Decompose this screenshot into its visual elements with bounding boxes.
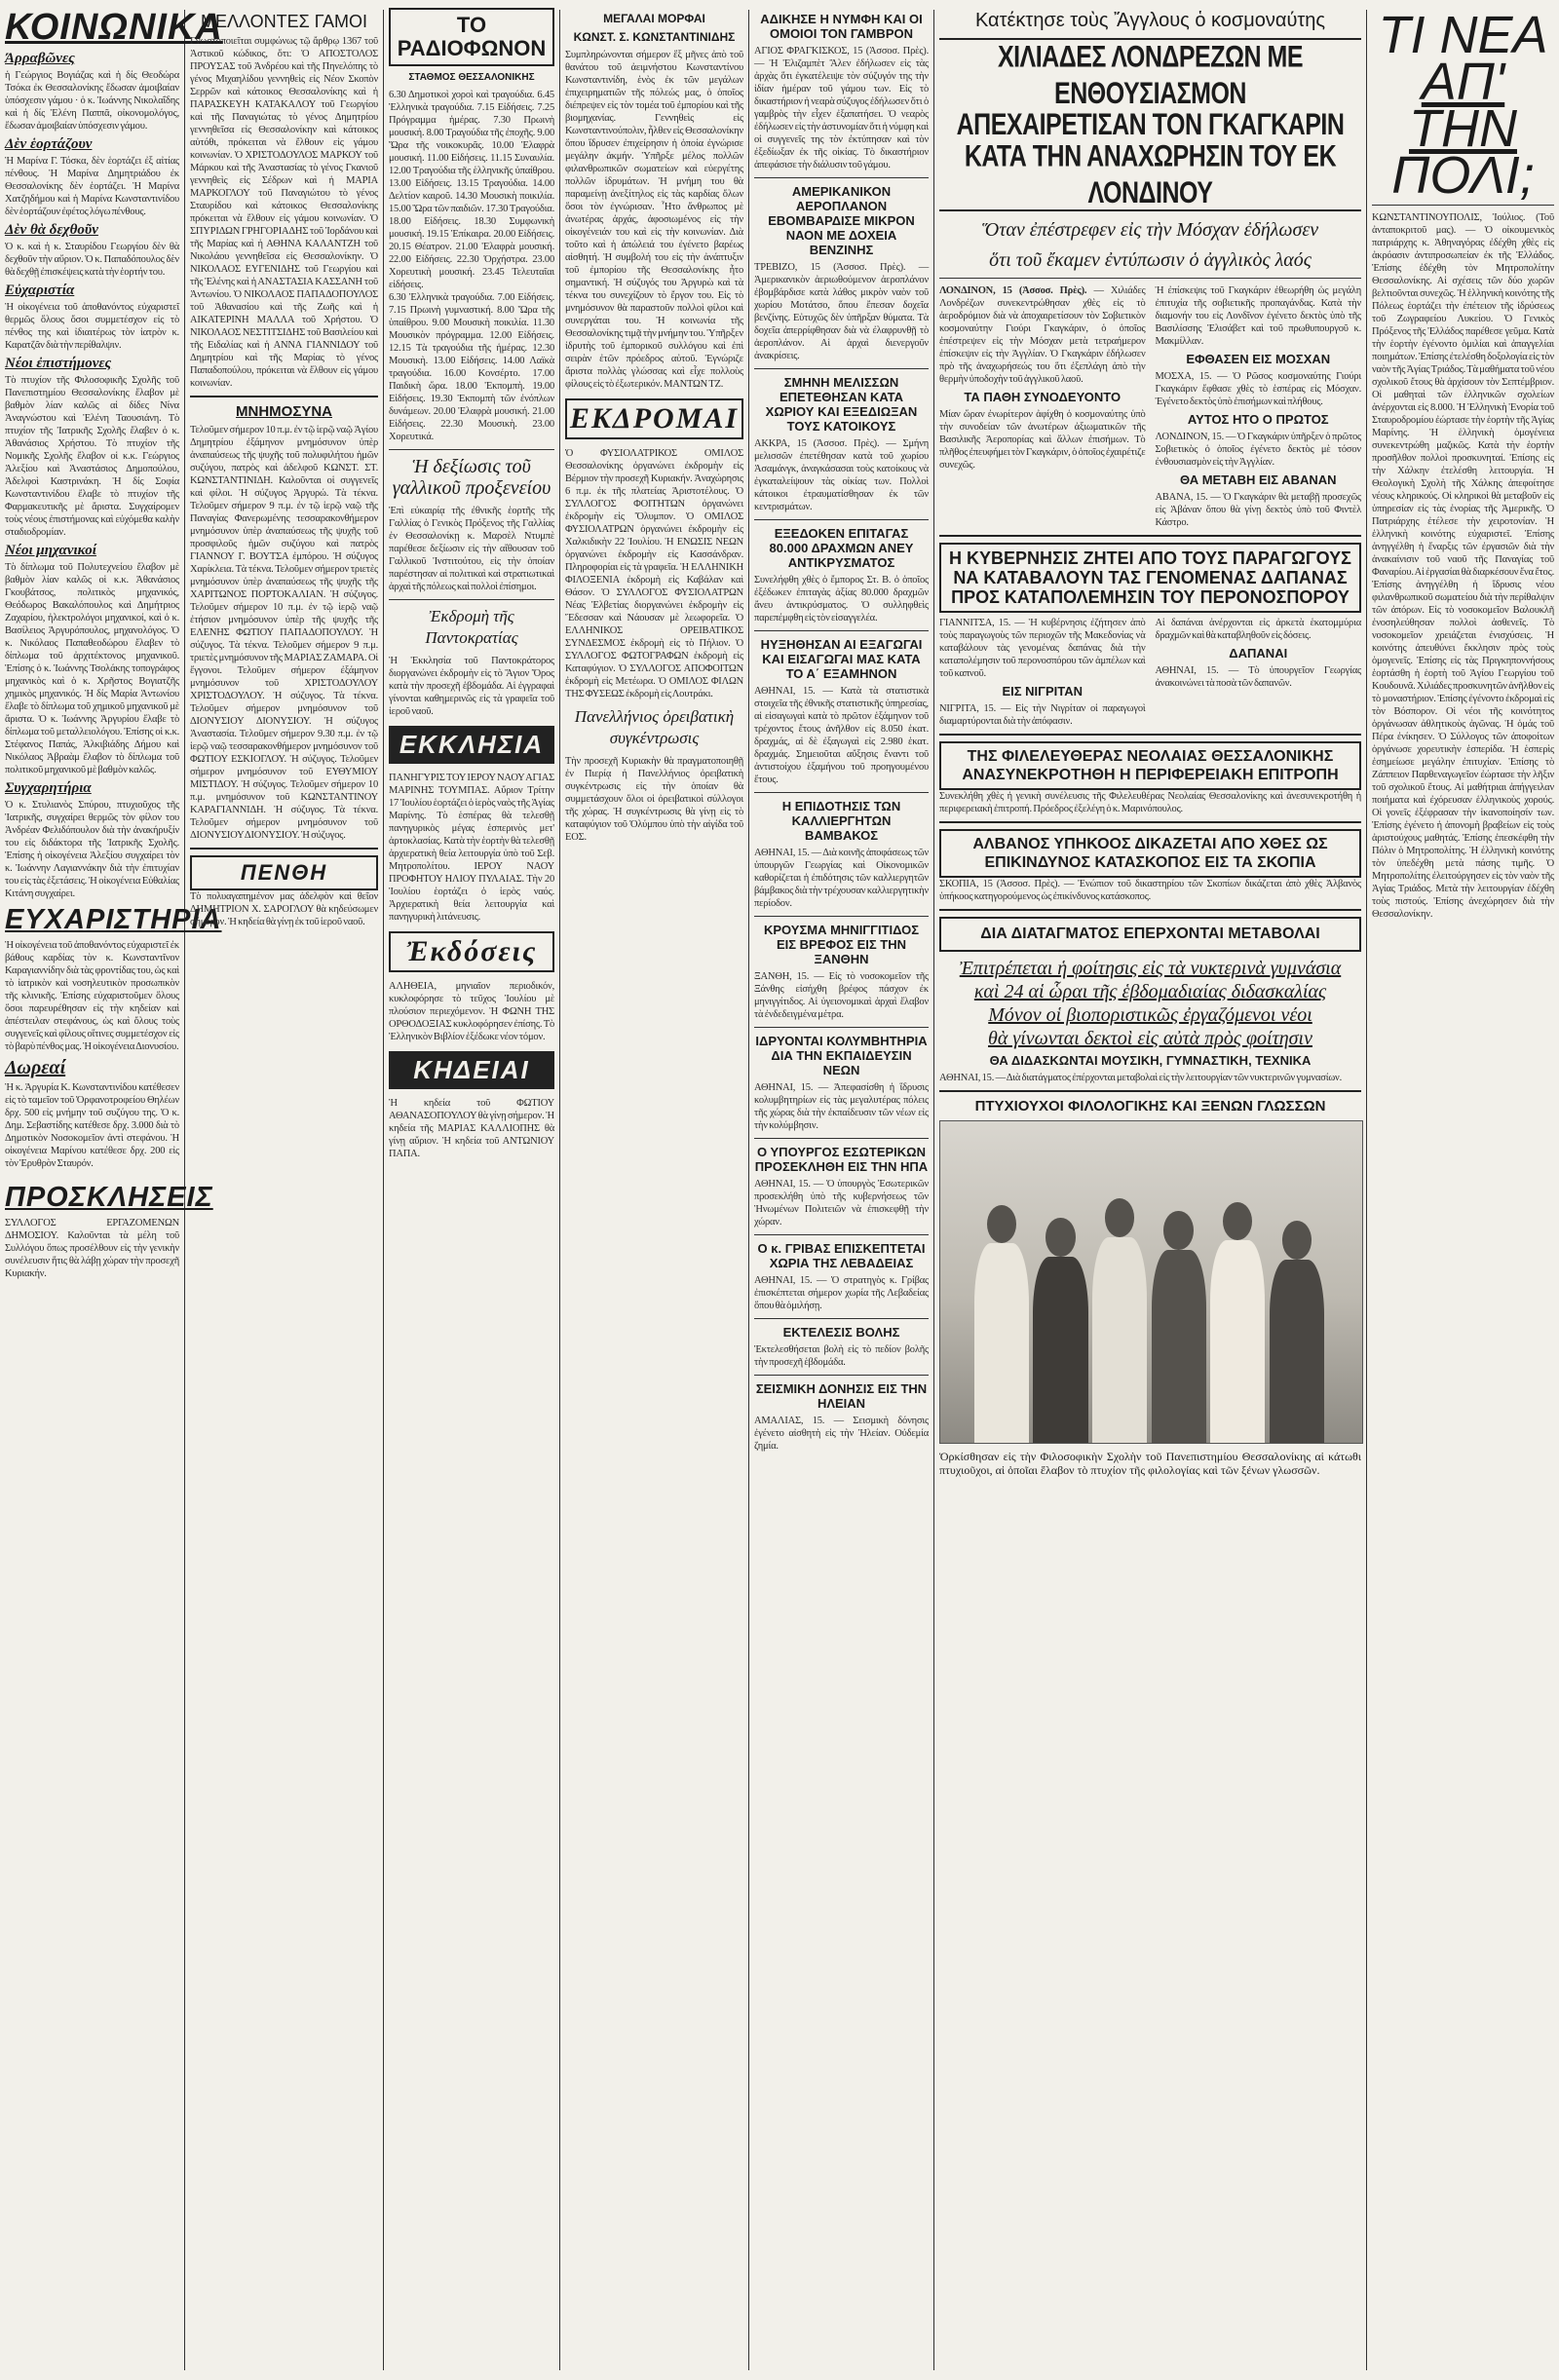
heading-french-consulate-reception: Ἡ δεξίωσις τοῦ γαλλικοῦ προξενείου — [392, 456, 551, 499]
heading-bride: ΑΔΙΚΗΣΕ Η ΝΥΜΦΗ ΚΑΙ ΟΙ ΟΜΟΙΟΙ ΤΟΝ ΓΑΜΒΡΟΝ — [760, 12, 923, 41]
text-block: ΝΙΓΡΙΤΑ, 15. — Εἰς τὴν Νιγρίταν οἱ παραγωγοὶ διαμαρτύρονται διὰ τὴν ἀπόφασιν. — [939, 703, 1146, 727]
text-block: ΑΓΙΟΣ ΦΡΑΓΚΙΣΚΟΣ, 15 (Ἀσσοσ. Πρὲς). — Ἡ Ἐλιζαμπὲτ Ἄλεν ἐδήλωσεν εἰς τὰς ἀρχὰς ὅτι ἐγκατέλειψε τὸν σύζυγόν της τὴν ἰδίαν ἡμέραν τοῦ γάμου των. Εἰς τὸ δικαστήριον ἡ νεαρὰ σύζυγος ἐδήλωσεν ὅτι ὁ γαμβρὸς τὴν εἶχεν ἐξαπατήσει. Ὁ νεαρὸς ἐδήλωσεν εἰς τὴν ἀστυνομίαν ὅτι ἡ νύμφη καὶ οἱ συγγενεῖς της τὸν ἐκτύπησαν καὶ τὸν ἐξεδίωξαν ἐκ τῆς οἰκίας. Τὸ δικαστήριον ἀπεφάσισε τὴν διάλυσιν τοῦ γάμου. — [754, 46, 929, 170]
text-block: Γνωστοποιεῖται συμφώνως τῷ ἄρθρῳ 1367 τοῦ Ἀστικοῦ κώδικος, ὅτι: Ὁ ΑΠΟΣΤΟΛΟΣ ΠΡΟΥΣΑΣ τοῦ Ἀνδρέου καὶ τῆς Πηνελόπης τὸ γένος Μιχαηλίδου γεννηθεὶς εἰς Νέον Σκοπὸν Σερρῶν καὶ κάτοικος Θεσσαλονίκης καὶ ἡ ΠΑΡΑΣΚΕΥΗ ΚΑΤΑΚΑΛΟΥ τοῦ Γεωργίου καὶ τῆς Παναγιώτας τὸ γένος Δημητρίου γεννηθεῖσα εἰς Θεσσαλονίκην καὶ κάτοικος αὐτόθι, πρόκειται νὰ ἔλθουν εἰς γάμου κοινωνίαν. Ὁ ΧΡΙΣΤΟΔΟΥΛΟΣ ΜΑΡΚΟΥ τοῦ Μάρκου καὶ τῆς Ἀναστασίας τὸ γένος Γκανιοῦ γεννηθεὶς εἰς Σέδρων καὶ ἡ ΜΑΡΙΑ ΜΑΡΚΟΓΛΟΥ τοῦ Παναγιώτου τὸ γένος Σταυρίδου καὶ κάτοικος Θεσσαλονίκης πρόκειται νὰ ἔλθουν εἰς γάμου κοινωνίαν. Ὁ ΣΠΥΡΙΔΩΝ ΓΡΗΓΟΡΙΑΔΗΣ τοῦ Ἰορδάνου καὶ τῆς Μαρίας καὶ ἡ ΑΘΗΝΑ ΚΑΛΑΝΤΖΗ τοῦ Νικολάου γεννηθεῖσα εἰς Θεσσαλονίκην. Ὁ ΝΙΚΟΛΑΟΣ ΕΥΓΕΝΙΔΗΣ τοῦ Γεωργίου καὶ τῆς Ἑλένης καὶ ἡ ΑΝΑΣΤΑΣΙΑ ΚΑΣΣΑΝΗ τοῦ Ἀντωνίου. Ὁ ΝΙΚΟΛΑΟΣ ΠΑΠΑΔΟΠΟΥΛΟΣ τοῦ Ἀθανασίου καὶ τῆς Ζωῆς καὶ ἡ ΑΙΚΑΤΕΡΙΝΗ ΜΑΛΛΑ τοῦ Χρήστου. Ὁ ΝΙΚΟΛΑΟΣ ΝΕΣΤΙΤΣΙΔΗΣ τοῦ Βασιλείου καὶ τῆς Ειδαλίας καὶ ἡ ΑΝΝΑ ΓΙΑΝΝΙΔΟΥ τοῦ Δημητρίου καὶ τῆς Μαρίας τὸ γένος Παπαδοπούλου, πρόκειται νὰ ἔλθουν εἰς γάμου κοινωνίαν. — [190, 36, 378, 389]
heading-meningitis: ΚΡΟΥΣΜΑ ΜΗΝΙΓΓΙΤΙΔΟΣ ΕΙΣ ΒΡΕΦΟΣ ΕΙΣ ΤΗΝ ΞΑΝΘΗΝ — [763, 923, 920, 966]
text-block: Ἡ οἰκογένεια τοῦ ἀποθανόντος εὐχαριστεῖ θερμῶς ὅλους ὅσοι συμμετέσχον εἰς τὸ πένθος της καὶ ἰδιαιτέρως τὸν ἰατρὸν κ. Καρατζᾶν διὰ τὴν περίθαλψιν. — [5, 302, 179, 351]
text-block: Ἡ οἰκογένεια τοῦ ἀποθανόντος εὐχαριστεῖ ἐκ βάθους καρδίας τὸν κ. Κωνσταντῖνον Καραγιαννίδην διὰ τὰς φροντίδας του, ὡς καὶ τὸ ἰατρικὸν καὶ νοσηλευτικὸν προσωπικὸν τῆς κλινικῆς. Ἐπίσης εὐχαριστοῦμεν ὅλους ὅσοι παρευρέθησαν εἰς τὴν κηδείαν καὶ ἀπέστειλαν στεφάνους, ὡς καὶ ὅλους τοὺς συγγενεῖς καὶ φίλους οἵτινες συμμετέσχον εἰς τὸ βαρὺ πένθος μας. Ἡ οἰκογένεια Διονυσίου. — [5, 940, 179, 1052]
heading-city-news-1: ΤΙ ΝΕΑ — [1378, 6, 1548, 64]
text-block: Ἡ κηδεία τοῦ ΦΩΤΙΟΥ ΑΘΑΝΑΣΟΠΟΥΛΟΥ θὰ γίνῃ σήμερον. Ἡ κηδεία τῆς ΜΑΡΙΑΣ ΚΑΛΛΙΟΠΗΣ θὰ γίνῃ αὔριον. Ἡ κηδεία τοῦ ΑΝΤΩΝΙΟΥ ΠΑΠΑ. — [389, 1098, 554, 1159]
mini-heading: ΔΑΠΑΝΑΙ — [1229, 646, 1288, 661]
text-block: Συνελήφθη χθὲς ὁ ἔμπορος Στ. Β. ὁ ὁποῖος ἐξέδωκεν ἐπιταγὰς ἀξίας 80.000 δραχμῶν ἄνευ ἀντικρύσματος. Ὁ συλληφθεὶς παρεπέμφθη εἰς τὸν εἰσαγγελέα. — [754, 575, 929, 623]
heading-city-news-2: ΑΠ' ΤΗΝ — [1409, 53, 1517, 158]
subsection-new-scientists: Νέοι ἐπιστήμονες — [5, 356, 112, 371]
heading-minister: Ο ΥΠΟΥΡΓΟΣ ΕΣΩΤΕΡΙΚΩΝ ΠΡΟΣΕΚΛΗΘΗ ΕΙΣ ΤΗΝ ΗΠΑ — [754, 1145, 929, 1174]
text-block: ΛΟΝΔΙΝΟΝ, 15 (Ἀσσοσ. Πρὲς). — Χιλιάδες Λονδρέζων συνεκεντρώθησαν χθὲς εἰς τὸ ἀεροδρόμιον διὰ νὰ ἀποχαιρετίσουν τὸν Σοβιετικὸν κοσμοναύτην Γιούρι Γκαγκάριν, ὁ ὁποῖος ἐπέστρεψεν εἰς τὴν Μόσχαν μετὰ τετραήμερον ἐπίσκεψιν εἰς τὴν Ἀγγλίαν. Ὁ Γκαγκάριν ἐδήλωσεν πρὸ τῆς ἀναχωρήσεώς του ὅτι ἐξεπλάγη ἀπὸ τὴν θερμὴν ὑποδοχὴν τοῦ ἀγγλικοῦ λαοῦ. — [939, 285, 1146, 385]
graduates-photo — [939, 1120, 1363, 1444]
heading-exports: ΗΥΞΗΘΗΣΑΝ ΑΙ ΕΞΑΓΩΓΑΙ ΚΑΙ ΕΙΣΑΓΩΓΑΙ ΜΑΣ ΚΑΤΑ ΤΟ Α΄ ΕΞΑΜΗΝΟΝ — [760, 637, 923, 681]
text-block: ΜΟΣΧΑ, 15. — Ὁ Ρῶσος κοσμοναύτης Γιούρι Γκαγκάριν ἔφθασε χθὲς τὸ ἑσπέρας εἰς Μόσχαν. Ἐγένετο δεκτὸς ὑπὸ ἐπισήμων καὶ πλήθους. — [1155, 371, 1361, 407]
subsection-donations: Δωρεαί — [5, 1057, 66, 1078]
text-block: Ἡ Μαρίνα Γ. Τόσκα, δὲν ἑορτάζει ἐξ αἰτίας πένθους. Ἡ Μαρίνα Δημητριάδου ἐκ Θεσσαλονίκης δὲν ἑορτάζει. Ἡ Μαρίνα Χατζηδήμου καὶ ἡ Μαρίνα Κωνσταντινίδου δὲν ἑορτάζουν ἐφέτος λόγω πένθους. — [5, 156, 179, 217]
text-block: ΠΑΝΗΓΥΡΙΣ ΤΟΥ ΙΕΡΟΥ ΝΑΟΥ ΑΓΙΑΣ ΜΑΡΙΝΗΣ ΤΟΥΜΠΑΣ. Αὔριον Τρίτην 17 Ἰουλίου ἑορτάζει ὁ ἱερὸς ναὸς τῆς Ἁγίας Μαρίνης. Τὸ ἑσπέρας θὰ τελεσθῇ πανηγυρικὸς μέγας ἑσπερινὸς μετ' ἀρτοκλασίας. Κατὰ τὴν ἑορτὴν θὰ τελεσθῇ ἀρχιερατικὴ θεία λειτουργία ὑπὸ τοῦ Σεβ. Μητροπολίτου. ΙΕΡΟΥ ΝΑΟΥ ΠΡΟΦΗΤΟΥ ΗΛΙΟΥ ΠΥΛΑΙΑΣ. Τὴν 20 Ἰουλίου ἑορτάζει ὁ ἱερὸς ναός. Ἀρχιερατικὴ θεία λειτουργία καὶ πανηγυρικὴ λιτάνευσις. — [389, 773, 554, 923]
heading-grivas: Ο κ. ΓΡΙΒΑΣ ΕΠΙΣΚΕΠΤΕΤΑΙ ΧΩΡΙΑ ΤΗΣ ΛΕΒΑΔΕΙΑΣ — [757, 1241, 926, 1270]
banner-subhead-2: ὅτι τοῦ ἔκαμεν ἐντύπωσιν ὁ ἀγγλικὸς λαός — [989, 249, 1312, 271]
heading-pools: ΙΔΡΥΟΝΤΑΙ ΚΟΛΥΜΒΗΤΗΡΙΑ ΔΙΑ ΤΗΝ ΕΚΠΑΙΔΕΥΣΙΝ ΝΕΩΝ — [755, 1034, 928, 1077]
text-block: Τὴν προσεχῆ Κυριακὴν θὰ πραγματοποιηθῇ ἐν Πιερίᾳ ἡ Πανελλήνιος ὀρειβατικὴ συγκέντρωσις εἰς τὴν ὁποίαν θὰ συμμετάσχουν ὅλοι οἱ ὀρειβατικοὶ σύλλογοι τῆς χώρας. Ἡ συγκέντρωσις θὰ γίνῃ εἰς τὸ καταφύγιον τοῦ Ὀλύμπου ὑπὸ τὴν αἰγίδα τοῦ ΕΟΣ. — [565, 756, 743, 843]
subsection-congratulations: Συγχαρητήρια — [5, 780, 92, 796]
banner-headline-1: ΧΙΛΙΑΔΕΣ ΛΟΝΔΡΕΖΩΝ ΜΕ ΕΝΘΟΥΣΙΑΣΜΟΝ — [997, 39, 1304, 111]
text-block: ΑΜΑΛΙΑΣ, 15. — Σεισμικὴ δόνησις ἐγένετο αἰσθητὴ εἰς τὴν Ἠλείαν. Οὐδεμία ζημία. — [754, 1416, 929, 1452]
text-block: ΑΒΑΝΑ, 15. — Ὁ Γκαγκάριν θὰ μεταβῇ προσεχῶς εἰς Ἀβάναν ὅπου θὰ γίνῃ δεκτὸς ὑπὸ τοῦ Φιντὲλ Κάστρο. — [1155, 492, 1361, 528]
heading-airplane: ΑΜΕΡΙΚΑΝΙΚΟΝ ΑΕΡΟΠΛΑΝΟΝ ΕΒΟΜΒΑΡΔΙΣΕ ΜΙΚΡΟΝ ΝΑΟΝ ΜΕ ΔΟΧΕΙΑ ΒΕΝΖΙΝΗΣ — [768, 184, 915, 257]
heading-memorials: ΜΝΗΜΟΣΥΝΑ — [236, 403, 332, 420]
mini-heading: ΕΙΣ ΝΙΓΡΙΤΑΝ — [1002, 684, 1084, 699]
headline-spy-trial: ΑΛΒΑΝΟΣ ΥΠΗΚΟΟΣ ΔΙΚΑΖΕΤΑΙ ΑΠΟ ΧΘΕΣ ΩΣ ΕΠΙΚΙΝΔΥΝΟΣ ΚΑΤΑΣΚΟΠΟΣ ΕΙΣ ΤΑ ΣΚΟΠΙΑ — [939, 829, 1361, 878]
text-block: ΓΙΑΝΝΙΤΣΑ, 15. — Ἡ κυβέρνησις ἐζήτησεν ἀπὸ τοὺς παραγωγοὺς τῶν περιοχῶν τῆς Μακεδονίας νὰ καταβάλουν τὰς γενομένας δαπάνας διὰ τὴν καταπολέμησιν τοῦ περονοσπόρου τῶν ἀμπέλων καὶ τοῦ καπνοῦ. — [939, 618, 1146, 679]
headline-peronospora: Η ΚΥΒΕΡΝΗΣΙΣ ΖΗΤΕΙ ΑΠΟ ΤΟΥΣ ΠΑΡΑΓΩΓΟΥΣ ΝΑ ΚΑΤΑΒΑΛΟΥΝ ΤΑΣ ΓΕΝΟΜΕΝΑΣ ΔΑΠΑΝΑΣ ΠΡΟΣ ΚΑΤΑΠΟΛΕΜΗΣΙΝ ΤΟΥ ΠΕΡΟΝΟΣΠΟΡΟΥ — [939, 543, 1361, 613]
section-title-thanks: ΕΥΧΑΡΙΣΤΗΡΙΑ — [5, 904, 222, 935]
heading-excursion: Ἐκδρομὴ τῆς Παντοκρατίας — [425, 607, 518, 647]
heading-city-news-3: ΠΟΛΙ; — [1391, 146, 1535, 205]
text-block: Συμπληρώνονται σήμερον ἕξ μῆνες ἀπὸ τοῦ θανάτου τοῦ ἀειμνήστου Κωνσταντίνου Κωνσταντινίδη, ἑνὸς ἐκ τῶν μεγάλων ἐπιχειρηματιῶν τῆς πόλεώς μας, ὁ ὁποῖος διέπρεψεν εἰς τὸν τομέα τοῦ ἐμπορίου καὶ τῆς βιομηχανίας. Γεννηθεὶς εἰς Κωνσταντινούπολιν, ἦλθεν εἰς Θεσσαλονίκην ὅπου ἵδρυσεν ἐπιχείρησιν ἡ ὁποία ἐγνώρισε μεγάλην ἀκμήν. Ὑπῆρξε μέλος πολλῶν φιλανθρωπικῶν σωματείων καὶ εὐεργέτης πολλῶν ἱδρυμάτων. Ἡ μνήμη του θὰ παραμείνῃ ἀνεξίτηλος εἰς τὰς καρδίας ὅλων ὅσοι τὸν ἐγνώρισαν. Ἦτο ἄνθρωπος μὲ ἀνωτέρας ἀρχάς, ἀφοσιωμένος εἰς τὴν οἰκογένειάν του καὶ εἰς τὴν κοινωνίαν. Διὰ τοῦτο καὶ ἡ ἀπώλειά του ἐγένετο βαρέως αἰσθητή. Ἡ συμβολή του εἰς τὴν ἀνάπτυξιν τοῦ ἐμπορίου τῆς Θεσσαλονίκης ἦτο σημαντική. Ἡ σύζυγός του Ἀργυρὼ καὶ τὰ τέκνα του συνεχίζουν τὸ ἔργον του. Εἰς τὸ μνημόσυνον θὰ παραστοῦν πολλοὶ φίλοι καὶ συνεργάται του. Ἡ κοινωνία τῆς Θεσσαλονίκης τιμᾷ τὴν μνήμην του. Ὑπῆρξεν ἰδρυτὴς τοῦ ἐμπορικοῦ συλλόγου καὶ ἐπὶ σειρὰν ἐτῶν πρόεδρος αὐτοῦ. Ἐγνώριζε ἄριστα πολλὰς γλώσσας καὶ εἶχε πολλοὺς φίλους εἰς τὸ ἐξωτερικόν. ΜΑΝΤΩΝ ΤΖ. — [565, 50, 743, 390]
mini-heading: ΑΥΤΟΣ ΗΤΟ Ο ΠΡΩΤΟΣ — [1187, 412, 1329, 427]
radio-station: ΣΤΑΘΜΟΣ ΘΕΣΣΑΛΟΝΙΚΗΣ — [408, 72, 535, 83]
text-block: Τὸ δίπλωμα τοῦ Πολυτεχνείου ἔλαβον μὲ βαθμὸν λίαν καλῶς οἱ κ.κ. Ἀθανάσιος Γκουβάτσος, πολιτικὸς μηχανικός, Θεόδωρος Βακαλόπουλος καὶ Δημήτριος Ζαχαρίου, ἠλεκτρολόγοι μηχανικοί, καὶ ὁ κ. Βασίλειος Ἀργυρόπουλος, μηχανολόγος. Ὁ κ. Νικόλαος Παπαθεοδώρου ἔλαβεν τὸ δίπλωμα τοῦ ἀρχιτέκτονος μηχανικοῦ. Ἐπίσης ὁ κ. Ἰωάννης Τσολάκης τοπογράφος μηχανικὸς καὶ ὁ κ. Χρῆστος Βογιατζῆς χημικὸς μηχανικός. Ἡ δίς Μαρία Ἀντωνίου ἔλαβε τὸ δίπλωμα τοῦ χημικοῦ μηχανικοῦ μὲ ἄριστα. Ὁ κ. Ἰωάννης Ἀργυρίου ἔλαβε τὸ δίπλωμα τοῦ μεταλλειολόγου. Ἐπίσης οἱ κ.κ. Στέφανος Παπάς, Ἀλκιβιάδης Δήμου καὶ Νικόλαος Ἀβραὰμ ἔλαβον τὸ δίπλωμα τοῦ πολιτικοῦ μηχανικοῦ μὲ βαθμὸν καλῶς. — [5, 562, 179, 775]
text-block: Συνεκλήθη χθὲς ἡ γενικὴ συνέλευσις τῆς Φιλελευθέρας Νεολαίας Θεσσαλονίκης καὶ ἀνεσυνεκροτήθη ἡ περιφερειακὴ ἐπιτροπή. Πρόεδρος ἐξελέγη ὁ κ. Μαρινόπουλος. — [939, 791, 1361, 814]
night-headline-1: Ἐπιτρέπεται ἡ φοίτησις εἰς τὰ νυκτερινὰ γυμνάσια — [959, 958, 1342, 979]
text-block: Ἡ κ. Ἀργυρία Κ. Κωνσταντινίδου κατέθεσεν εἰς τὸ ταμεῖον τοῦ Ὀρφανοτροφείου Θηλέων δρχ. 500 εἰς μνήμην τοῦ συζύγου της. Ὁ κ. Δημ. Σεβαστίδης κατέθεσε δρχ. 3.000 διὰ τὸ Δημοτικὸν Νοσοκομεῖον ἀντὶ στεφάνου. Ἡ οἰκογένεια Μαρίνου κατέθεσε δρχ. 200 εἰς τὸν Ἐρυθρὸν Σταυρόν. — [5, 1082, 179, 1169]
section-title-social: ΚΟΙΝΩΝΙΚΑ — [5, 7, 223, 48]
text-block: ΑΘΗΝΑΙ, 15. — Τὸ ὑπουργεῖον Γεωργίας ἀνακοινώνει τὰ ποσὰ τῶν δαπανῶν. — [1155, 665, 1361, 689]
text-block: ΚΩΝΣΤΑΝΤΙΝΟΥΠΟΛΙΣ, Ἰούλιος. (Τοῦ ἀνταποκριτοῦ μας). — Ὁ οἰκουμενικὸς πατριάρχης κ. Ἀθηναγόρας ἐδέχθη χθὲς εἰς ἀκρόασιν ἀντιπροσωπείαν ἐκ τῆς Ἑλλάδος. Ἐπίσης ἐδέχθη τὸν Μητροπολίτην Θεσσαλονίκης. Αἱ σχέσεις τῶν δύο χωρῶν βελτιοῦνται συνεχῶς. Ἡ ἑλληνικὴ κοινότης τῆς Πόλεως ἑορτάζει τὴν ἐπέτειον τῆς ἱδρύσεως τοῦ Ζωγραφείου Λυκείου. Ὁ Γενικὸς Πρόξενος τῆς Ἑλλάδος παρέθεσε γεῦμα. Κατὰ τὴν ἑορτὴν ἐγένοντο ὁμιλίαι καὶ ἀπαγγελίαι ποιημάτων. Ἐπίσης ἐτελέσθη δοξολογία εἰς τὸν ναὸν τῆς Ἁγίας Τριάδος. Τὰ μαθήματα τοῦ νέου σχολικοῦ ἔτους θὰ ἀρχίσουν τὸν Σεπτέμβριον. Οἱ μαθηταὶ τῶν ἑλληνικῶν σχολείων ἀνέρχονται εἰς 8.000. Ἡ Ἑλληνικὴ Ἐνορία τοῦ Σταυροδρομίου ἐώρτασε τὴν ἑορτὴν τῆς Ἁγίας Μαρίνης. Ἡ ἑλληνικὴ ὁμογένεια συνεκεντρώθη μαζικῶς. Κατὰ τὴν ἑορτὴν προσῆλθον πολλοὶ προσκυνηταί. Ἐπίσης εἰς τὴν Χάλκην ἐτελέσθη λειτουργία. Ἡ Θεολογικὴ Σχολὴ τῆς Χάλκης ἀπεφοίτησε νέους κληρικούς. Οἱ κληρικοὶ θὰ μεταβοῦν εἰς ὑπηρεσίαν εἰς τὰς ἐνορίας τῆς Ἀμερικῆς. Ὁ Πατριάρχης ἐτέλεσε τὴν χειροτονίαν. Ἡ ἑλληνικὴ κοινότης εὐχαριστεῖ. Ἐπίσης ἀνηγγέλθη ἡ ἔναρξις τῶν ἐργασιῶν διὰ τὴν ἀνακαίνισιν τοῦ ναοῦ τῆς Παναγίας τοῦ Φαναρίου. Αἱ ἐργασίαι θὰ διαρκέσουν ἕνα ἔτος. Ἐπίσης ἀνηγγέλθη ἡ ἵδρυσις νέου φιλανθρωπικοῦ σωματείου διὰ τὴν περίθαλψιν τῶν ἀπόρων. Εἰς τὸ νοσοκομεῖον Βαλουκλῆ ἐνοσηλεύθησαν πολλοὶ ἀσθενεῖς. Τὸ νοσοκομεῖον χρειάζεται ἐνισχύσεις. Ἡ κοινότης ἀπευθύνει ἔκκλησιν πρὸς τοὺς ὁμογενεῖς. Ἐπίσης εἰς τὰς Πριγκηποννήσους ἑορτάσθη ἡ ἑορτὴ τοῦ Ἁγίου Γεωργίου τοῦ Κουδουνᾶ. Χιλιάδες προσκυνητῶν ἀνῆλθον εἰς τὸ μοναστήριον. Ἐπίσης ἐγένοντο ἐκδρομαὶ εἰς τὸν Βόσπορον. Οἱ νέοι τῆς κοινότητος ὀργάνωσαν ἀθλητικοὺς ἀγῶνας. Ἡ ὁμάς τοῦ Πέρα ἐνίκησεν. Ὁ Σύλλογος τῶν ἀποφοίτων ὀργάνωσε χορευτικὴν ἑσπερίδα. Ἡ ἑσπερὶς ἐσημείωσε μεγάλην ἐπιτυχίαν. Ἐπίσης τὸ Ζάππειον Παρθεναγωγεῖον ἐώρτασε τὴν λῆξιν τοῦ σχολικοῦ ἔτους. Αἱ μαθήτριαι ἀπήγγειλαν ποιήματα καὶ ἐχόρευσαν ἑλληνικοὺς χορούς. Οἱ γονεῖς ἐξέφρασαν τὴν ἱκανοποίησίν των. Ἐπίσης ἐγένετο ἡ ἀπονομὴ βραβείων εἰς τοὺς ἀριστούχους μαθητάς. Ἐπίσης ἐπεσκέφθη τὴν Πόλιν ὁ Μητροπολίτης. Ἡ ἑλληνικὴ κοινότης τὸν ὑπεδέχθη μετὰ πάσης τιμῆς. Ὁ Μητροπολίτης ἐλειτούργησεν εἰς τὸν ναὸν τῆς Ἁγίας Τριάδος. Μετὰ τὴν λειτουργίαν ἐδέχθη τοὺς πιστούς. Ἐπίσης ἀνεχώρησεν διὰ τὴν Θεσσαλονίκην. — [1372, 212, 1554, 920]
text-block: ΑΘΗΝΑΙ, 15. — Κατὰ τὰ στατιστικὰ στοιχεῖα τῆς ἐθνικῆς στατιστικῆς ὑπηρεσίας, αἱ εἰσαγωγαὶ κατὰ τὸ πρῶτον ἑξάμηνον τοῦ τρέχοντος ἔτους ἀνῆλθον εἰς 8.050 ἑκατ. δραχμάς, αἱ δὲ ἐξαγωγαὶ εἰς 2.980 ἑκατ. δραχμάς. Σημειοῦται αὔξησις ἔναντι τοῦ ἀντιστοίχου ἑξαμήνου τοῦ προηγουμένου ἔτους. — [754, 686, 929, 785]
mini-heading: ΤΑ ΠΑΘΗ ΣΥΝΟΔΕΥΟΝΤΟ — [964, 390, 1122, 404]
heading-konstantinidis: ΚΩΝΣΤ. Σ. ΚΩΝΣΤΑΝΤΙΝΙΔΗΣ — [573, 30, 736, 44]
night-headline-2: καὶ 24 αἱ ὧραι τῆς ἑβδομαδιαίας διδασκαλίας — [973, 981, 1327, 1002]
text-block: Αἱ δαπάναι ἀνέρχονται εἰς ἀρκετὰ ἑκατομμύρια δραχμῶν καὶ θὰ καταβληθοῦν εἰς δόσεις. — [1155, 618, 1361, 641]
subsection-not-receiving: Δὲν θὰ δεχθοῦν — [5, 222, 98, 238]
mini-heading: ΕΦΘΑΣΕΝ ΕΙΣ ΜΟΣΧΑΝ — [1186, 352, 1331, 366]
banner-headline-2: ΑΠΕΧΑΙΡΕΤΙΣΑΝ ΤΟΝ ΓΚΑΓΚΑΡΙΝ — [956, 107, 1345, 142]
text-block: ΑΘΗΝΑΙ, 15. — Ἀπεφασίσθη ἡ ἵδρυσις κολυμβητηρίων εἰς τὰς μεγαλυτέρας πόλεις τῆς χώρας διὰ τὴν ἐκπαίδευσιν τῶν νέων εἰς τὴν κολύμβησιν. — [754, 1082, 929, 1131]
heading-bees: ΣΜΗΝΗ ΜΕΛΙΣΣΩΝ ΕΠΕΤΕΘΗΣΑΝ ΚΑΤΑ ΧΩΡΙΟΥ ΚΑΙ ΕΞΕΔΙΩΞΑΝ ΤΟΥΣ ΚΑΤΟΙΚΟΥΣ — [765, 375, 918, 434]
heading-earthquake: ΣΕΙΣΜΙΚΗ ΔΟΝΗΣΙΣ ΕΙΣ ΤΗΝ ΗΛΕΙΑΝ — [755, 1381, 928, 1411]
text-block: Τὸ πτυχίον τῆς Φιλοσοφικῆς Σχολῆς τοῦ Πανεπιστημίου Θεσσαλονίκης ἔλαβον μὲ βαθμὸν λίαν καλῶς αἱ δίδες Νίνα Ἀναγνώστου καὶ Ἑλένη Ταουσιάνη. Τὸ πτυχίον τῆς Ἰατρικῆς Σχολῆς ἔλαβεν ὁ κ. Ἀθανάσιος Χρήστου. Τὸ πτυχίον τῆς Νομικῆς Σχολῆς ἔλαβον οἱ κ.κ. Γεώργιος Ἀλεξίου καὶ Ἀναστάσιος Δημοπούλου, Ἀδελφοὶ Καστρινάκη. Ἡ δίς Σοφία Κωνσταντινίδου ἔλαβε τὸ πτυχίον τῆς Φαρμακευτικῆς μὲ ἄριστα. Συγχαίρομεν τοὺς νέους ἐπιστήμονας καὶ εὐχόμεθα καλὴν σταδιοδρομίαν. — [5, 375, 179, 538]
logo-excursions: ΕΚΔΡΟΜΑΙ — [565, 398, 743, 439]
heading-radio: ΤΟ ΡΑΔΙΟΦΩΝΟΝ — [389, 8, 554, 66]
logo-church: ΕΚΚΛΗΣΙΑ — [389, 726, 554, 764]
subsection-thanks: Εὐχαριστία — [5, 283, 75, 298]
photo-caption: Ὁρκίσθησαν εἰς τὴν Φιλοσοφικὴν Σχολὴν τοῦ Πανεπιστημίου Θεσσαλονίκης αἱ κάτωθι πτυχιοῦχοι, αἱ ὁποῖαι ἔλαβον τὸ πτυχίον τῆς φιλολογίας καὶ τῶν ξένων γλωσσῶν. — [939, 1450, 1361, 1477]
heading-great-figures: ΜΕΓΑΛΑΙ ΜΟΡΦΑΙ — [603, 12, 705, 25]
text-block: ΑΘΗΝΑΙ, 15. — Διὰ κοινῆς ἀποφάσεως τῶν ὑπουργῶν Γεωργίας καὶ Οἰκονομικῶν καθορίζεται ἡ ἐπιδότησις τῶν καλλιεργητῶν βάμβακος διὰ τὴν τρέχουσαν καλλιεργητικὴν περίοδον. — [754, 848, 929, 909]
banner-kicker: Κατέκτησε τοὺς Ἄγγλους ὁ κοσμοναύτης — [974, 10, 1326, 31]
column-social — [0, 7, 223, 2372]
text-block: ἡ Γεώργιος Βογιάζας καὶ ἡ δίς Θεοδώρα Τσόκα ἐκ Θεσσαλονίκης ἔδωσαν ἀμοιβαίαν ὑπόσχεσιν γάμου · ὁ κ. Ἰωάννης Νικολαΐδης καὶ ἡ δίς Ἑλένη Παππᾶ, οἰκονομολόγος, ἔδωσαν ἀμοιβαίαν ὑπόσχεσιν γάμου. — [5, 70, 179, 132]
logo-funerals: ΚΗΔΕΙΑΙ — [389, 1051, 554, 1089]
photo-heading: ΠΤΥΧΙΟΥΧΟΙ ΦΙΛΟΛΟΓΙΚΗΣ ΚΑΙ ΞΕΝΩΝ ΓΛΩΣΣΩΝ — [974, 1098, 1326, 1114]
text-block: Ὁ κ. καὶ ἡ κ. Σταυρίδου Γεωργίου δὲν θὰ δεχθοῦν τὴν αὔριον. Ὁ κ. Παπαδόπουλος δὲν θὰ δεχθῇ ἐπισκέψεις κατὰ τὴν ἑορτήν του. — [5, 242, 179, 278]
night-headline-3: Μόνον οἱ βιοποριστικῶς ἐργαζόμενοι νέοι — [988, 1004, 1312, 1026]
heading-checks: ΕΞΕΔΟΚΕΝ ΕΠΙΤΑΓΑΣ 80.000 ΔΡΑΧΜΩΝ ΑΝΕΥ ΑΝΤΙΚΡΥΣΜΑΤΟΣ — [769, 526, 914, 570]
text-block: Τελοῦμεν σήμερον 10 π.μ. ἐν τῷ ἱερῷ ναῷ Ἁγίου Δημητρίου ἐξάμηνον μνημόσυνον ὑπὲρ ἀναπαύσεως τῆς ψυχῆς τοῦ πολυφιλήτου ἡμῶν συζύγου, πατρὸς καὶ ἀδελφοῦ ΚΩΝΣΤ. ΣΤ. ΚΩΝΣΤΑΝΤΙΝΙΔΗ. Καλοῦνται οἱ συγγενεῖς καὶ φίλοι. Ἡ σύζυγος Ἀργυρώ. Τὰ τέκνα. Τελοῦμεν σήμερον 9 π.μ. ἐν τῷ ἱερῷ ναῷ τῆς Παναγίας Φανερωμένης τεσσαρακονθήμερον μνημόσυνον ὑπὲρ ἀναπαύσεως τῆς ψυχῆς τοῦ προσφιλοῦς ἡμῶν συζύγου καὶ πατρὸς ΓΙΑΝΝΟΥ Γ. ΒΟΥΤΣΑ ἐμπόρου. Ἡ σύζυγος Χαρίκλεια. Τὰ τέκνα. Τελοῦμεν σήμερον τριετὲς μνημόσυνον ὑπὲρ ἀναπαύσεως τῆς ψυχῆς τῆς ΧΑΡΙΤΩΝΟΣ ΠΟΡΤΟΚΑΛΙΑΝ. Ἡ σύζυγος. Τελοῦμεν σήμερον 10 π.μ. ἐν τῷ ἱερῷ ναῷ ἐτήσιον μνημόσυνον ὑπὲρ τῆς ψυχῆς τῆς ΕΛΕΝΗΣ ΦΩΤΙΟΥ ΠΑΠΑΔΟΠΟΥΛΟΥ. Ἡ σύζυγος. Τὰ τέκνα. Τελοῦμεν σήμερον 9 π.μ. τριετὲς μνημόσυνον τῆς ΜΑΡΙΑΣ ΖΑΜΑΡΑ. Οἱ ἔγγονοι. Τελοῦμεν σήμερον ἐξάμηνον μνημόσυνον τοῦ ΧΡΙΣΤΟΔΟΥΛΟΥ ΧΡΙΣΤΟΔΟΥΛΟΥ. Ἡ σύζυγος. Τὰ τέκνα. Τελοῦμεν σήμερον μνημόσυνον τοῦ ΔΙΟΝΥΣΙΟΥ ΔΙΟΝΥΣΙΟΥ. Ἡ σύζυγος Ἀναστασία. Τελοῦμεν σήμερον 9.30 π.μ. ἐν τῷ ἱερῷ ναῷ τεσσαρακονθήμερον μνημόσυνον τοῦ ΦΩΤΙΟΥ ΕΣΚΙΟΓΛΟΥ. Ἡ σύζυγος. Τελοῦμεν σήμερον μνημόσυνον τοῦ ΕΥΘΥΜΙΟΥ ΜΙΣΤΙΔΟΥ. Ἡ σύζυγος. Τελοῦμεν σήμερον 10 π.μ. μνημόσυνον τοῦ ΚΩΝΣΤΑΝΤΙΝΟΥ ΚΑΡΑΓΙΑΝΝΙΔΗ. Ἡ σύζυγος. Τὰ τέκνα. Τελοῦμεν σήμερον μνημόσυνον τοῦ ΔΙΟΝΥΣΙΟΥ ΔΙΟΝΥΣΙΟΥ. Ἡ σύζυγος. — [190, 425, 378, 841]
banner-headline-3: ΚΑΤΑ ΤΗΝ ΑΝΑΧΩΡΗΣΙΝ ΤΟΥ ΕΚ ΛΟΝΔΙΝΟΥ — [964, 138, 1337, 210]
mini-heading: ΘΑ ΜΕΤΑΒΗ ΕΙΣ ΑΒΑΝΑΝ — [1179, 472, 1337, 487]
column-weddings — [185, 8, 383, 2372]
text-block: Ὁ ΦΥΣΙΟΛΑΤΡΙΚΟΣ ΟΜΙΛΟΣ Θεσσαλονίκης ὀργανώνει ἐκδρομὴν εἰς Βέρμιον τὴν προσεχῆ Κυριακήν. Ἀναχώρησις 6 π.μ. ἐκ τῆς πλατείας Ἀριστοτέλους. Ὁ ΣΥΛΛΟΓΟΣ ΦΟΙΤΗΤΩΝ ὀργανώνει ἐκδρομὴν εἰς Ὄλυμπον. Ὁ ΟΜΙΛΟΣ ΦΥΣΙΟΛΑΤΡΩΝ ὀργανώνει ἐκδρομὴν εἰς Χαλκιδικὴν 22 Ἰουλίου. Ἡ ΕΝΩΣΙΣ ΝΕΩΝ ὀργανώνει ἐκδρομὴν εἰς Κασσάνδραν. Πληροφορίαι εἰς τὰ γραφεῖα. Ἡ ΕΛΛΗΝΙΚΗ ΦΙΛΟΞΕΝΙΑ ἐκδρομὴ εἰς Καβάλαν καὶ Θάσον. Ὁ ΣΥΛΛΟΓΟΣ ΦΥΣΙΟΛΑΤΡΩΝ Νέας Ἐλβετίας διοργανώνει ἐκδρομὴν εἰς Ἔδεσσαν καὶ Νάουσαν μὲ λεωφορεῖα. Ὁ ΕΛΛΗΝΙΚΟΣ ΟΡΕΙΒΑΤΙΚΟΣ ΣΥΝΔΕΣΜΟΣ ἐκδρομὴ εἰς τὸ Πήλιον. Ὁ ΣΥΛΛΟΓΟΣ ΦΩΤΟΓΡΑΦΩΝ ἐκδρομὴ εἰς Καταφύγιον. Ὁ ΣΥΛΛΟΓΟΣ ΑΠΟΦΟΙΤΩΝ ἐκδρομὴ εἰς Μετέωρα. Ὁ ΟΜΙΛΟΣ ΦΙΛΩΝ ΤΗΣ ΦΥΣΕΩΣ ἐκδρομὴ εἰς Λουτράκι. — [565, 448, 743, 699]
text-block: ΑΛΗΘΕΙΑ, μηνιαῖον περιοδικόν, κυκλοφόρησε τὸ τεῦχος Ἰουλίου μὲ πλούσιον περιεχόμενον. Ἡ ΦΩΝΗ ΤΗΣ ΟΡΘΟΔΟΞΙΑΣ κυκλοφόρησεν ἐπίσης. Τὸ Ἑλληνικὸν Βιβλίον ἐξέδωκε νέον τόμον. — [389, 981, 554, 1042]
subsection-not-celebrating: Δὲν ἑορτάζουν — [5, 136, 93, 152]
heading-shot: ΕΚΤΕΛΕΣΙΣ ΒΟΛΗΣ — [782, 1325, 900, 1340]
heading-mountaineering: Πανελλήνιος ὀρειβατικὴ συγκέντρωσις — [574, 707, 735, 747]
text-block: ΑΘΗΝΑΙ, 15. — Ὁ στρατηγὸς κ. Γρίβας ἐπισκέπτεται σήμερον χωρία τῆς Λεβαδείας ὅπου θὰ ὁμιλήσῃ. — [754, 1275, 929, 1311]
text-block: Ὁ κ. Στυλιανὸς Σπύρου, πτυχιοῦχος τῆς Ἰατρικῆς, συγχαίρει θερμῶς τὸν φίλον του Ἀνδρέαν Φελιδόπουλον διὰ τὴν ἀνακήρυξίν του εἰς διδάκτορα τῆς Ἰατρικῆς Σχολῆς. Ἐπίσης ἡ οἰκογένεια Ἀλεξίου συγχαίρει τὸν κ. Ἰωάννην Λαγιαννάκην διὰ τὴν ἐπιτυχίαν του εἰς τὰς ἐξετάσεις. Ἡ οἰκογένεια Εὐθαλίας Κιτάνη συγχαίρει. — [5, 800, 179, 899]
heading-cotton: Η ΕΠΙΔΟΤΗΣΙΣ ΤΩΝ ΚΑΛΛΙΕΡΓΗΤΩΝ ΒΑΜΒΑΚΟΣ — [781, 799, 901, 843]
headline-youth-committee: ΤΗΣ ΦΙΛΕΛΕΥΘΕΡΑΣ ΝΕΟΛΑΙΑΣ ΘΕΣΣΑΛΟΝΙΚΗΣ ΑΝΑΣΥΝΕΚΡΟΤΗΘΗ Η ΠΕΡΙΦΕΡΕΙΑΚΗ ΕΠΙΤΡΟΠΗ — [939, 741, 1361, 790]
text-block: ΑΘΗΝΑΙ, 15. — Ὁ ὑπουργὸς Ἐσωτερικῶν προσεκλήθη ὑπὸ τῆς κυβερνήσεως τῶν Ἡνωμένων Πολιτειῶν νὰ ἐπισκεφθῇ τὴν χώραν. — [754, 1179, 929, 1228]
text-block: ΑΘΗΝΑΙ, 15. — Διὰ διατάγματος ἐπέρχονται μεταβολαὶ εἰς τὴν λειτουργίαν τῶν νυκτερινῶν γυμνασίων. — [939, 1073, 1343, 1083]
headline-decree: ΔΙΑ ΔΙΑΤΑΓΜΑΤΟΣ ΕΠΕΡΧΟΝΤΑΙ ΜΕΤΑΒΟΛΑΙ — [939, 917, 1361, 952]
heading-future-weddings: ΜΕΛΛΟΝΤΕΣ ΓΑΜΟΙ — [200, 12, 368, 31]
column-news — [749, 8, 933, 2372]
text-block: Μίαν ὥραν ἐνωρίτερον ἀφίχθη ὁ κοσμοναύτης ὑπὸ τὴν συνοδείαν τῶν ἀνωτέρων ἀξιωματικῶν τῆς Βασιλικῆς Ἀεροπορίας καὶ ἄλλων ἐπισήμων. Τὸ πλῆθος ἐπευφήμει τὸν Γκαγκάριν, ὁ ὁποῖος ἐχαιρέτιζε συνεχῶς. — [939, 409, 1146, 471]
text-block: ΑΚΚΡΑ, 15 (Ἀσσοσ. Πρὲς). — Σμήνη μελισσῶν ἐπετέθησαν κατὰ τοῦ χωρίου Ἀσαμάνγκ, ἀναγκάσασαι τοὺς κατοίκους νὰ ἐγκαταλείψουν τὰς οἰκίας των. Πολλοὶ κάτοικοι ἐτραυματίσθησαν ἐκ τῶν κεντρισμάτων. — [754, 438, 929, 512]
heading-city-news — [1372, 6, 1554, 205]
column-figures — [560, 8, 748, 2372]
text-block: ΣΚΟΠΙΑ, 15 (Ἀσσοσ. Πρὲς). — Ἐνώπιον τοῦ δικαστηρίου τῶν Σκοπίων δικάζεται ἀπὸ χθὲς Ἀλβανὸς ὑπήκοος κατηγορούμενος ὡς ἐπικίνδυνος κατάσκοπος. — [939, 879, 1361, 902]
text-block: ΞΑΝΘΗ, 15. — Εἰς τὸ νοσοκομεῖον τῆς Ξάνθης εἰσήχθη βρέφος πάσχον ἐκ μηνιγγίτιδος. Αἱ ὑγειονομικαὶ ἀρχαὶ ἔλαβον τὰ ἐνδεδειγμένα μέτρα. — [754, 971, 929, 1020]
column-city — [1367, 8, 1559, 2372]
text-block: 6.30 Δημοτικοὶ χοροὶ καὶ τραγούδια. 6.45 Ἑλληνικὰ τραγούδια. 7.15 Εἰδήσεις. 7.25 Πρόγραμμα ἡμέρας. 7.30 Πρωινὴ μουσική. 8.00 Τραγούδια τῆς ἐποχῆς. 9.00 Ὥρα τῆς νοικοκυρᾶς. 10.00 Ἐλαφρὰ μουσική. 11.00 Εἰδήσεις. 11.15 Συναυλία. 12.00 Τραγούδια τῆς ἑλληνικῆς ὑπαίθρου. 13.00 Εἰδήσεις. 13.15 Τραγούδια. 14.00 Δελτίον καιροῦ. 14.30 Μουσικὴ ποικιλία. 15.00 Ὥρα τῶν παιδιῶν. 17.30 Τραγούδια. 18.00 Εἰδήσεις. 18.30 Συμφωνικὴ μουσική. 19.15 Ἐπίκαιρα. 20.00 Εἰδήσεις. 20.15 Θέατρον. 21.00 Ἐλαφρὰ μουσική. 22.00 Εἰδήσεις. 22.30 Ὀρχήστρα. 23.00 Χορευτικὴ μουσική. 23.45 Τελευταῖαι εἰδήσεις. — [389, 90, 554, 290]
text-block: Ἡ Ἐκκλησία τοῦ Παντοκράτορος διοργανώνει ἐκδρομὴν εἰς τὸ Ἅγιον Ὄρος κατὰ τὴν προσεχῆ ἑβδομάδα. Αἱ ἐγγραφαὶ γίνονται καθημερινῶς εἰς τὰ γραφεῖα τοῦ ἱεροῦ ναοῦ. — [389, 656, 554, 717]
night-subhead: ΘΑ ΔΙΔΑΣΚΩΝΤΑΙ ΜΟΥΣΙΚΗ, ΓΥΜΝΑΣΤΙΚΗ, ΤΕΧΝΙΚΑ — [989, 1053, 1312, 1068]
text-block: ΛΟΝΔΙΝΟΝ, 15. — Ὁ Γκαγκάριν ὑπῆρξεν ὁ πρῶτος Σοβιετικὸς ὁ ὁποῖος ἐγένετο δεκτὸς μὲ τόσον ἐνθουσιασμὸν εἰς τὴν Ἀγγλίαν. — [1155, 432, 1361, 468]
text-block: Ἐκτελεσθήσεται βολὴ εἰς τὸ πεδίον βολῆς τὴν προσεχῆ ἑβδομάδα. — [754, 1344, 929, 1368]
banner-subhead-1: Ὅταν ἐπέστρεφεν εἰς τὴν Μόσχαν ἐδήλωσεν — [981, 219, 1319, 241]
logo-publications: Ἐκδόσεις — [389, 931, 554, 972]
night-headline-4: θὰ γίνωνται δεκτοὶ εἰς αὐτὰ πρὸς φοίτησιν — [988, 1028, 1312, 1049]
column-main — [934, 8, 1366, 2372]
text-block: Ἡ ἐπίσκεψις τοῦ Γκαγκάριν ἐθεωρήθη ὡς μεγάλη ἐπιτυχία τῆς σοβιετικῆς προπαγάνδας. Κατὰ τὴν διαμονήν του εἰς Λονδῖνον ἐγένετο δεκτὸς ὑπὸ τῆς Βασιλίσσης Ἐλισάβετ καὶ τοῦ πρωθυπουργοῦ κ. Μακμίλλαν. — [1155, 285, 1361, 347]
subsection-engagements: Άρραβῶνες — [5, 51, 75, 66]
text-block: ΤΡΕΒΙΖΟ, 15 (Ἀσσοσ. Πρὲς). — Ἀμερικανικὸν ἀεριωθούμενον ἀεροπλάνον ἐβομβάρδισε κατὰ λάθος μικρὸν ναὸν τοῦ χωρίου Μοτάτσο, ὅπου ἔπεσαν δοχεῖα βενζίνης. Εὐτυχῶς δὲν ὑπῆρξαν θύματα. Τὰ δοχεῖα ἀπερρίφθησαν διὰ νὰ ἐλαφρυνθῇ τὸ ἀεροπλάνον. Αἱ ἀρχαὶ διενεργοῦν ἀνακρίσεις. — [754, 262, 929, 361]
heading-mourning: ΠΕΝΘΗ — [190, 855, 378, 890]
section-title-invitations: ΠΡΟΣΚΛΗΣΕΙΣ — [5, 1182, 213, 1213]
column-radio — [384, 8, 559, 2372]
text-block: ΣΥΛΛΟΓΟΣ ΕΡΓΑΖΟΜΕΝΩΝ ΔΗΜΟΣΙΟΥ. Καλοῦνται τὰ μέλη τοῦ Συλλόγου ὅπως προσέλθουν εἰς τὴν γενικὴν συνέλευσιν ἥτις θὰ λάβῃ χώραν τὴν προσεχῆ Κυριακήν. — [5, 1218, 179, 1279]
text-block: Τὸ πολυαγαπημένον μας ἀδελφὸν καὶ θεῖον ΔΗΜΗΤΡΙΟΝ Χ. ΣΑΡΟΓΛΟΥ θὰ κηδεύσωμεν σήμερον. Ἡ κηδεία θὰ γίνῃ ἐκ τοῦ ἱεροῦ ναοῦ. — [190, 891, 378, 927]
text-block: Ἐπὶ εὐκαιρίᾳ τῆς ἐθνικῆς ἑορτῆς τῆς Γαλλίας ὁ Γενικὸς Πρόξενος τῆς Γαλλίας ἐν Θεσσαλονίκῃ κ. Μαρσὲλ Ντυμπὲ παρέθεσε δεξίωσιν εἰς τὴν αἴθουσαν τοῦ Γαλλικοῦ Ἰνστιτούτου, εἰς τὴν ὁποίαν παρέστησαν αἱ πολιτικαὶ καὶ στρατιωτικαὶ ἀρχαὶ τῆς πόλεως καὶ πολλοὶ ἐπίσημοι. — [389, 506, 554, 592]
text-block: 6.30 Ἑλληνικὰ τραγούδια. 7.00 Εἰδήσεις. 7.15 Πρωινὴ γυμναστική. 8.00 Ὥρα τῆς ὑπαίθρου. 9.00 Μουσικὴ ποικιλία. 11.30 Μουσικὸν πρόγραμμα. 12.00 Εἰδήσεις. 12.15 Τὰ τραγούδια τῆς ἡμέρας. 12.30 Μουσικὴ. 13.00 Εἰδήσεις. 14.00 Λαϊκὰ τραγούδια. 16.00 Κονσέρτο. 17.00 Παιδικὴ ὥρα. 18.00 Ἐκπομπὴ. 19.00 Εἰδήσεις. 19.30 Ἐκπομπὴ τῶν ἐνόπλων δυνάμεων. 20.00 Ἐλαφρὰ μουσική. 21.00 Εἰδήσεις. 22.30 Μουσικὴ. 23.00 Χορευτικά. — [389, 292, 554, 442]
subsection-new-engineers: Νέοι μηχανικοί — [5, 543, 96, 558]
